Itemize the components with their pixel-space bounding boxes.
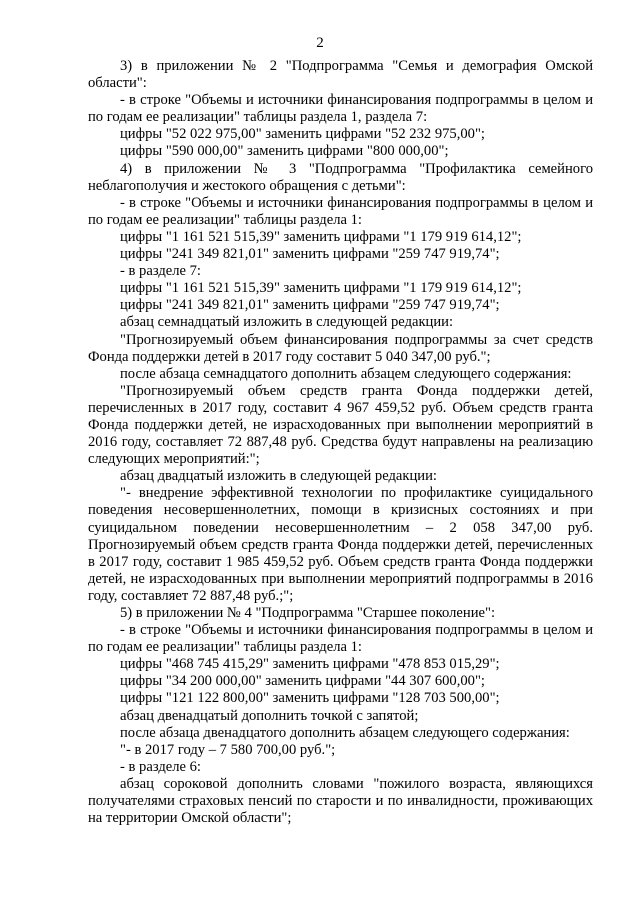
paragraph-figures: цифры "121 122 800,00" заменить цифрами "128 703 500,00";: [120, 690, 500, 707]
paragraph-figures: цифры "52 022 975,00" заменить цифрами "52 232 975,00";: [120, 126, 485, 143]
paragraph-section: - в разделе 6:: [120, 758, 201, 775]
paragraph-quote: "- в 2017 году – 7 580 700,00 руб.";: [120, 741, 336, 758]
paragraph-financing-row: - в строке "Объемы и источники финансирования подпрограммы в целом и по годам ее реализации" таблицы раздела 1:: [88, 194, 593, 228]
paragraph-section: - в разделе 7:: [120, 263, 201, 280]
paragraph-amendment: абзац двадцатый изложить в следующей редакции:: [120, 468, 437, 485]
paragraph-quote: "- внедрение эффективной технологии по профилактике суицидального поведения несовершеннолетних, помощи в кризисных состояниях и при суицидальном поведении несовершеннолетним – 2 058 347,00 руб. Прогнозируемый объем средств гранта Фонда поддержки детей, перечисленных в 2017 году, составит 1 985 459,52 руб. Объем средств гранта Фонда поддержки детей, не израсходованных при выполнении мероприятий подпрограммы в 2016 году, составляет 72 887,48 руб.;";: [88, 485, 593, 604]
paragraph-quote: "Прогнозируемый объем финансирования подпрограммы за счет средств Фонда поддержки детей в 2017 году составит 5 040 347,00 руб.";: [88, 331, 593, 365]
document-body: [88, 58, 593, 827]
paragraph-amendment: абзац сороковой дополнить словами "пожилого возраста, являющихся получателями страховых пенсий по старости и по инвалидности, проживающих на территории Омской области";: [88, 775, 593, 827]
paragraph-amendment: после абзаца двенадцатого дополнить абзацем следующего содержания:: [120, 724, 570, 741]
paragraph-quote: "Прогнозируемый объем средств гранта Фонда поддержки детей, перечисленных в 2017 году, составит 4 967 459,52 руб. Объем средств гранта Фонда поддержки детей, не израсходованных при выполнении мероприятий в 2016 году, составляет 72 887,48 руб. Средства будут направлены на реализацию следующих мероприятий:";: [88, 382, 593, 468]
paragraph-financing-row: - в строке "Объемы и источники финансирования подпрограммы в целом и по годам ее реализации" таблицы раздела 1:: [88, 622, 593, 656]
page-number: 2: [316, 35, 324, 51]
paragraph-figures: цифры "241 349 821,01" заменить цифрами "259 747 919,74";: [120, 297, 500, 314]
paragraph-figures: цифры "34 200 000,00" заменить цифрами "44 307 600,00";: [120, 673, 485, 690]
paragraph-amendment: после абзаца семнадцатого дополнить абзацем следующего содержания:: [120, 365, 572, 382]
paragraph-amendment: абзац семнадцатый изложить в следующей редакции:: [120, 314, 454, 331]
paragraph-figures: цифры "1 161 521 515,39" заменить цифрами "1 179 919 614,12";: [120, 280, 522, 297]
paragraph-financing-row: - в строке "Объемы и источники финансирования подпрограммы в целом и по годам ее реализации" таблицы раздела 1, раздела 7:: [88, 92, 593, 126]
paragraph-figures: цифры "1 161 521 515,39" заменить цифрами "1 179 919 614,12";: [120, 228, 522, 245]
paragraph-amendment: абзац двенадцатый дополнить точкой с запятой;: [120, 707, 419, 724]
paragraph-item-5: 5) в приложении № 4 "Подпрограмма "Старшее поколение":: [120, 605, 495, 621]
paragraph-figures: цифры "241 349 821,01" заменить цифрами "259 747 919,74";: [120, 246, 500, 263]
paragraph-item-4: 4) в приложении № 3 "Подпрограмма "Профилактика семейного неблагополучия и жестокого обращения с детьми":: [88, 160, 593, 194]
paragraph-item-3: 3) в приложении № 2 "Подпрограмма "Семья и демография Омской области":: [88, 58, 593, 92]
paragraph-figures: цифры "468 745 415,29" заменить цифрами "478 853 015,29";: [120, 656, 500, 673]
paragraph-figures: цифры "590 000,00" заменить цифрами "800 000,00";: [120, 143, 449, 160]
